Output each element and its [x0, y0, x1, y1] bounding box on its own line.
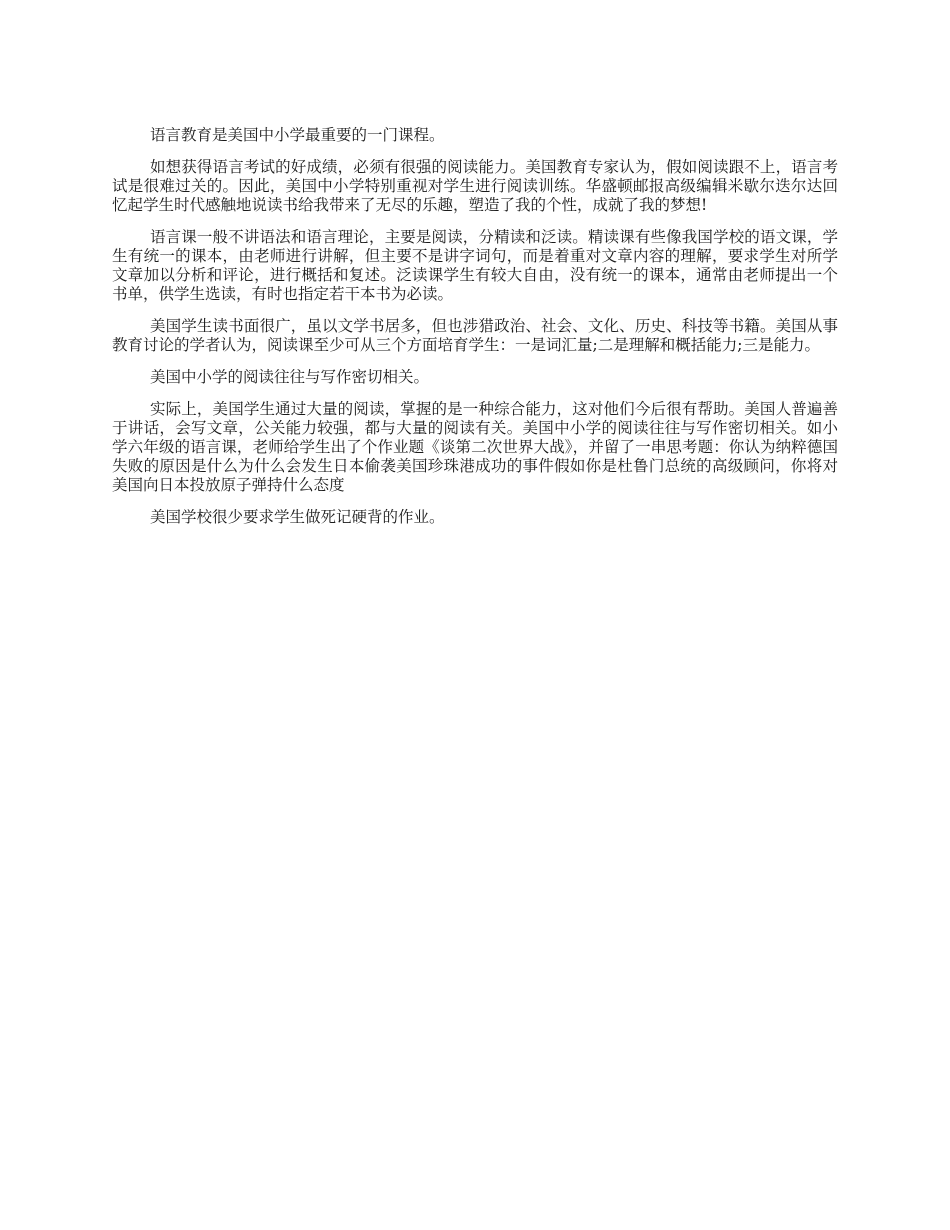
paragraph-2: 如想获得语言考试的好成绩，必须有很强的阅读能力。美国教育专家认为，假如阅读跟不上，语言考试是很难过关的。因此，美国中小学特别重视对学生进行阅读训练。华盛顿邮报高级编辑米歇尔迭尔达回忆起学生时代感触地说读书给我带来了无尽的乐趣，塑造了我的个性，成就了我的梦想! — [112, 158, 838, 214]
paragraph-4: 美国学生读书面很广，虽以文学书居多，但也涉猎政治、社会、文化、历史、科技等书籍。美国从事教育讨论的学者认为，阅读课至少可从三个方面培育学生：一是词汇量;二是理解和概括能力;三是能力。 — [112, 317, 838, 354]
paragraph-6: 实际上，美国学生通过大量的阅读，掌握的是一种综合能力，这对他们今后很有帮助。美国人普遍善于讲话，会写文章，公关能力较强，都与大量的阅读有关。美国中小学的阅读往往与写作密切相关。如小学六年级的语言课，老师给学生出了个作业题《谈第二次世界大战》，并留了一串思考题：你认为纳粹德国失败的原因是什么为什么会发生日本偷袭美国珍珠港成功的事件假如你是杜鲁门总统的高级顾问，你将对美国向日本投放原子弹持什么态度 — [112, 400, 838, 494]
document-body — [112, 126, 838, 540]
paragraph-1: 语言教育是美国中小学最重要的一门课程。 — [150, 126, 445, 144]
paragraph-7: 美国学校很少要求学生做死记硬背的作业。 — [150, 508, 445, 526]
paragraph-5: 美国中小学的阅读往往与写作密切相关。 — [150, 368, 430, 386]
paragraph-3: 语言课一般不讲语法和语言理论，主要是阅读，分精读和泛读。精读课有些像我国学校的语文课，学生有统一的课本，由老师进行讲解，但主要不是讲字词句，而是着重对文章内容的理解，要求学生对所学文章加以分析和评论，进行概括和复述。泛读课学生有较大自由，没有统一的课本，通常由老师提出一个书单，供学生选读，有时也指定若干本书为必读。 — [112, 228, 838, 303]
